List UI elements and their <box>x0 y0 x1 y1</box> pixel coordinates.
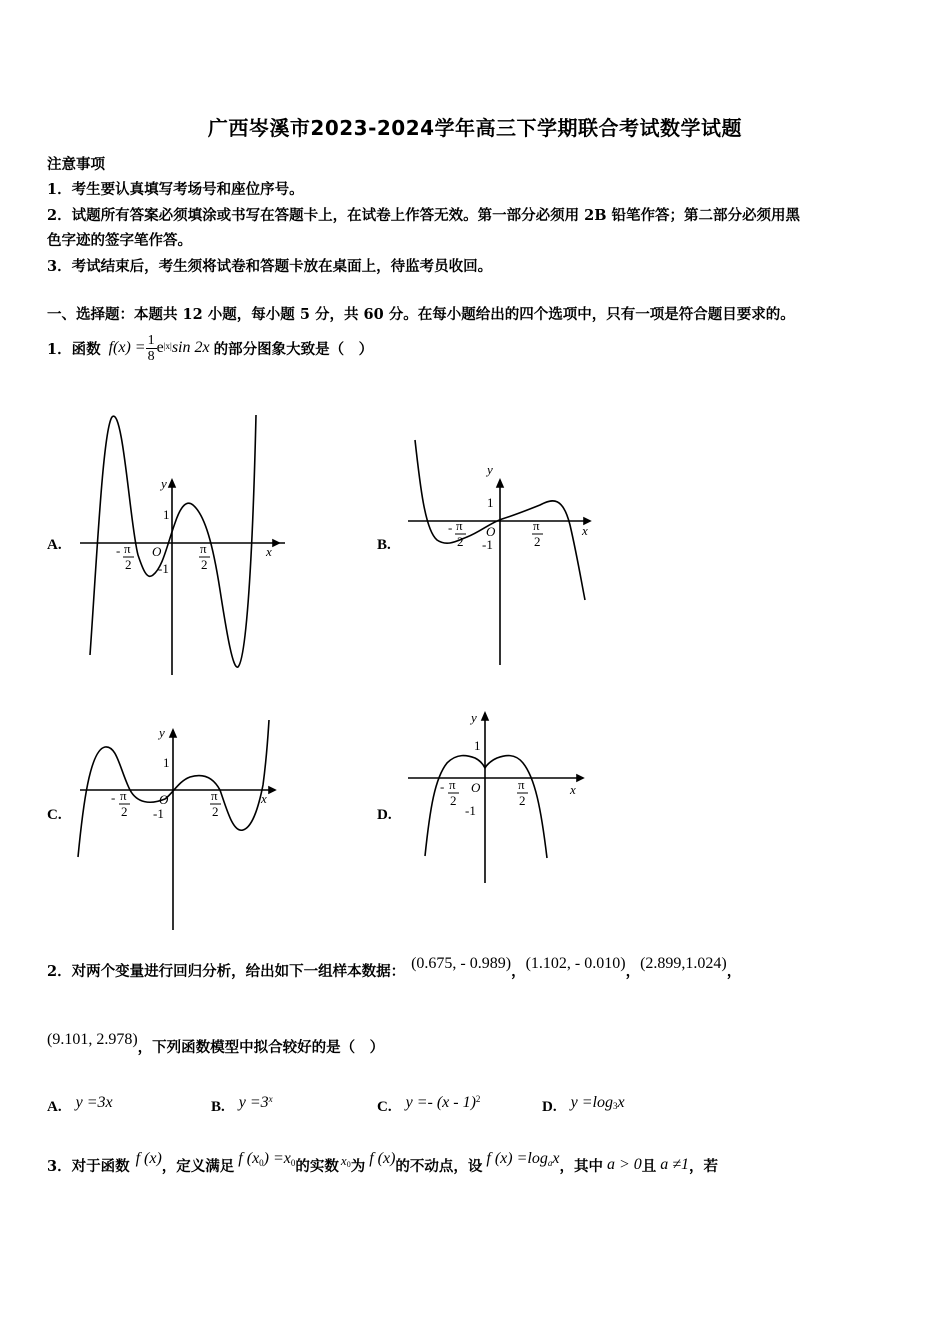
graph-c-x-label: x <box>261 791 267 806</box>
q3-fixed-eq: f (x <box>238 1150 260 1167</box>
graph-a-tick-neg1: -1 <box>158 561 169 576</box>
graph-d-minus: - <box>440 779 445 794</box>
graph-c-pi-left: π <box>120 788 127 803</box>
q2-suffix: ，下列函数模型中拟合较好的是（ ） <box>137 1038 385 1056</box>
q2-option-d-sub: 3 <box>612 1101 618 1111</box>
graph-d-two-left: 2 <box>450 793 457 808</box>
graph-a-two-left: 2 <box>125 557 132 572</box>
graph-d-x-label: x <box>570 782 576 797</box>
q1-func-e: e <box>156 339 164 356</box>
q1-prefix: 1．函数 <box>47 340 101 358</box>
q1-func-exp: |x| <box>163 341 172 351</box>
notice-heading: 注意事项 <box>47 156 105 173</box>
graph-d-y-label: y <box>471 710 477 725</box>
section-heading: 一、选择题：本题共 12 小题，每小题 5 分，共 60 分。在每小题给出的四个选项中，只有一项是符合题目要求的。 <box>47 306 795 323</box>
graph-b-pi-right: π <box>533 518 540 533</box>
q2-sep-2: ， <box>625 962 641 980</box>
q3-text-4: 的不动点，设 <box>395 1157 483 1175</box>
q1-func-lhs: f(x) = <box>108 339 146 356</box>
q2-option-a[interactable] <box>47 1092 113 1122</box>
q3-log-sub: a <box>547 1158 553 1168</box>
graph-d-two-right: 2 <box>519 793 526 808</box>
q3-cond-1: a > 0 <box>606 1156 642 1173</box>
notice-item-2: 2．试题所有答案必须填涂或书写在答题卡上，在试卷上作答无效。第一部分必须用 2B 铅笔作答；第二部分必须用黑 <box>47 207 801 224</box>
q1-option-c-label: C. <box>47 807 62 823</box>
graph-a-pi-right: π <box>200 541 207 556</box>
graph-a-origin: O <box>152 544 162 559</box>
graph-c-tick-1: 1 <box>163 755 170 770</box>
q1-option-d-label: D. <box>377 807 392 823</box>
graph-a-minus: - <box>116 543 121 558</box>
q1-option-a-label: A. <box>47 537 62 553</box>
q2-option-a-label: A. <box>47 1098 62 1115</box>
question-2-cont <box>47 1028 384 1064</box>
graph-b-y-arrow <box>497 480 503 487</box>
graph-c-pi-right: π <box>211 788 218 803</box>
graph-d-tick-neg1: -1 <box>465 803 476 818</box>
graph-c-two-right: 2 <box>212 804 219 819</box>
q2-option-b-label: B. <box>211 1098 225 1115</box>
q2-option-b[interactable] <box>211 1092 273 1122</box>
graph-a-y-arrow <box>169 480 175 487</box>
page-title: 广西岑溪市2023-2024学年高三下学期联合考试数学试题 <box>207 116 743 140</box>
q2-option-b-expr: y =3 <box>238 1094 269 1111</box>
notice-item-1: 1．考生要认真填写考场号和座位序号。 <box>47 181 304 198</box>
q3-log-expr: f (x) =log <box>486 1150 548 1167</box>
q2-option-b-sup: x <box>268 1094 273 1104</box>
q3-text-2: 的实数 <box>295 1157 339 1175</box>
q3-prefix: 3．对于函数 <box>47 1157 130 1175</box>
q2-sep-3: ， <box>726 962 742 980</box>
q3-text-3: 为 <box>350 1157 366 1175</box>
q2-option-c-label: C. <box>377 1098 392 1115</box>
graph-b-tick-neg1: -1 <box>482 537 493 552</box>
graph-a-tick-1: 1 <box>163 507 170 522</box>
q3-fixed-eq2: ) =x <box>263 1150 291 1167</box>
graph-a-pi-left: π <box>124 541 131 556</box>
graph-d-pi-right: π <box>518 777 525 792</box>
q3-x0-sub: 0 <box>346 1159 351 1169</box>
graph-c-y-label: y <box>159 725 165 740</box>
graph-c-x-arrow <box>269 787 275 793</box>
graph-a-y-label: y <box>161 476 167 491</box>
q2-point-3: (2.899,1.024) <box>640 955 727 972</box>
q2-option-d[interactable] <box>542 1092 625 1122</box>
q2-sep-1: ， <box>511 962 526 980</box>
q2-option-d-expr: y =log <box>570 1094 613 1111</box>
graph-d-pi-left: π <box>449 777 456 792</box>
q3-log-tail: x <box>552 1150 560 1167</box>
q3-text-6: 且 <box>641 1157 657 1175</box>
q2-option-c-expr: y =- (x - 1) <box>405 1094 476 1111</box>
q1-suffix: 的部分图象大致是（ ） <box>213 340 374 358</box>
graph-c-tick-neg1: -1 <box>153 806 164 821</box>
q2-option-d-label: D. <box>542 1098 557 1115</box>
q3-fixed-sub-2: 0 <box>290 1158 296 1168</box>
q2-option-c-sup: 2 <box>475 1094 481 1104</box>
graph-b-tick-1: 1 <box>487 495 494 510</box>
graph-d-origin: O <box>471 780 481 795</box>
question-2 <box>47 950 741 990</box>
q2-point-1: (0.675, - 0.989) <box>411 955 512 972</box>
q1-frac-den: 8 <box>147 348 155 364</box>
graph-c-two-left: 2 <box>121 804 128 819</box>
graph-d-x-arrow <box>577 775 583 781</box>
graph-option-b <box>405 435 600 675</box>
q2-prefix: 2．对两个变量进行回归分析，给出如下一组样本数据： <box>47 962 406 980</box>
graph-b-x-label: x <box>582 523 588 538</box>
q3-f-x: f (x) <box>135 1150 162 1167</box>
q2-option-d-tail: x <box>617 1094 625 1111</box>
q2-options <box>47 1092 907 1122</box>
graph-b-two-left: 2 <box>457 534 464 549</box>
graph-c-minus: - <box>111 790 116 805</box>
q2-point-2: (1.102, - 0.010) <box>525 955 626 972</box>
q3-text-1: ，定义满足 <box>161 1157 235 1175</box>
graph-option-d <box>405 708 600 888</box>
graph-a-x-arrow <box>273 540 279 546</box>
notice-item-2-cont: 色字迹的签字笔作答。 <box>47 232 192 249</box>
graph-c-y-arrow <box>170 730 176 737</box>
graph-b-y-label: y <box>487 462 493 477</box>
q2-option-a-expr: y =3x <box>75 1094 113 1111</box>
question-3 <box>47 1145 718 1185</box>
q1-frac-num: 1 <box>147 332 155 348</box>
q2-point-4: (9.101, 2.978) <box>47 1031 138 1048</box>
q3-x0: x <box>340 1153 347 1168</box>
graph-b-two-right: 2 <box>534 534 541 549</box>
graph-a-x-label: x <box>266 544 272 559</box>
graph-option-c <box>75 715 290 935</box>
q3-f-x-2: f (x) <box>369 1150 396 1167</box>
graph-d-y-arrow <box>482 713 488 720</box>
q1-func-tail: sin 2x <box>171 339 210 356</box>
q1-fraction <box>146 333 157 364</box>
graph-option-a <box>75 405 295 680</box>
graph-c-origin: O <box>159 792 169 807</box>
notice-item-3: 3．考试结束后，考生须将试卷和答题卡放在桌面上，待监考员收回。 <box>47 258 493 275</box>
q1-option-b-label: B. <box>377 537 391 553</box>
graph-d-tick-1: 1 <box>474 738 481 753</box>
q2-option-c[interactable] <box>377 1092 480 1122</box>
graph-a-curve <box>90 415 256 667</box>
graph-d-curve <box>425 756 547 858</box>
question-1 <box>47 328 373 368</box>
graph-b-minus: - <box>448 520 453 535</box>
q3-cond-2: a ≠1 <box>660 1156 690 1173</box>
graph-b-origin: O <box>486 524 496 539</box>
q3-text-7: ，若 <box>689 1157 719 1175</box>
q3-text-5: ，其中 <box>559 1157 603 1175</box>
graph-b-pi-left: π <box>456 518 463 533</box>
q3-fixed-sub-1: 0 <box>259 1158 264 1168</box>
graph-a-two-right: 2 <box>201 557 208 572</box>
